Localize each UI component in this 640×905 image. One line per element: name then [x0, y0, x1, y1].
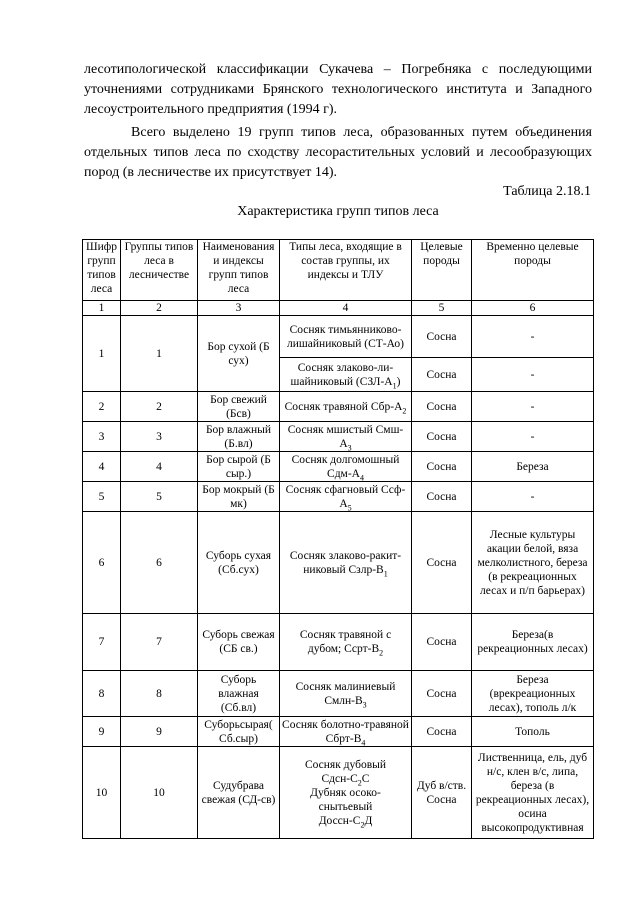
group-name: Бор сырой (Б сыр.): [198, 452, 280, 482]
forest-type: Сосняк долгомошный Сдм-$А_4$: [280, 452, 412, 482]
header-cell: Временно целевые породы: [472, 240, 594, 301]
group-number: 9: [121, 717, 198, 747]
target-species: Сосна: [412, 422, 472, 452]
forest-type: Сосняк малиниевый Смлн-$В_3$: [280, 671, 412, 717]
temporary-species: -: [472, 482, 594, 512]
table-row: [83, 316, 594, 358]
group-code: 5: [83, 482, 121, 512]
group-name: Судубрава свежая (СД-св): [198, 747, 280, 839]
target-species: Сосна: [412, 512, 472, 614]
temporary-species: Береза (врекреационных лесах), тополь л/к: [472, 671, 594, 717]
table-row: [83, 512, 594, 614]
temporary-species: -: [472, 392, 594, 422]
forest-groups-table: [82, 239, 594, 839]
target-species: Сосна: [412, 482, 472, 512]
group-number: 8: [121, 671, 198, 717]
group-name: Суборь свежая (СБ св.): [198, 614, 280, 671]
group-name: Бор сухой (Б сух): [198, 316, 280, 392]
forest-type: Сосняк сфагновый Ссф-$А_5$: [280, 482, 412, 512]
group-code: 10: [83, 747, 121, 839]
target-species: Сосна: [412, 671, 472, 717]
table-row: [83, 717, 594, 747]
target-species: Сосна: [412, 614, 472, 671]
group-name: Суборь сухая (Сб.сух): [198, 512, 280, 614]
table-label: Таблица 2.18.1: [503, 184, 591, 199]
table-row: [83, 452, 594, 482]
target-species: Сосна: [412, 392, 472, 422]
column-number: 1: [83, 301, 121, 316]
table-row: [83, 392, 594, 422]
table-row: [83, 482, 594, 512]
target-species: Сосна: [412, 316, 472, 358]
column-number: 3: [198, 301, 280, 316]
target-species: Сосна: [412, 717, 472, 747]
group-number: 3: [121, 422, 198, 452]
column-number-row: [83, 301, 594, 316]
paragraph-groups: Всего выделено 19 групп типов леса, образованных путем объединения отдельных типов леса по сходству лесорастительных условий и лесообразующих пород (в лесничестве их присутствует 14).: [84, 125, 592, 180]
temporary-species: -: [472, 316, 594, 358]
group-code: 6: [83, 512, 121, 614]
forest-type: Сосняк травяной с дубом; Ссрт-$В_2$: [280, 614, 412, 671]
group-code: 1: [83, 316, 121, 392]
group-name: Бор влажный (Б.вл): [198, 422, 280, 452]
table-title: Характеристика групп типов леса: [237, 204, 439, 219]
group-code: 2: [83, 392, 121, 422]
header-row: [83, 240, 594, 301]
group-number: 6: [121, 512, 198, 614]
group-number: 7: [121, 614, 198, 671]
temporary-species: Береза(в рекреационных лесах): [472, 614, 594, 671]
target-species: Дуб в/ств. Сосна: [412, 747, 472, 839]
group-name: Бор мокрый (Б мк): [198, 482, 280, 512]
temporary-species: Лесные культуры акации белой, вяза мелколистного, береза (в рекреационных лесах и п/п барьерах): [472, 512, 594, 614]
target-species: Сосна: [412, 358, 472, 392]
group-code: 9: [83, 717, 121, 747]
group-number: 5: [121, 482, 198, 512]
temporary-species: Лиственница, ель, дуб н/с, клен в/с, липа, береза (в рекреационных лесах), осина высокопродуктивная: [472, 747, 594, 839]
forest-type: Сосняк дубовый Сдсн-$С_2С$ Дубняк осоко- снытьевый Доссн-$С_2Д$: [280, 747, 412, 839]
group-name: Суборьсырая( Сб.сыр): [198, 717, 280, 747]
group-code: 8: [83, 671, 121, 717]
table-row: [83, 747, 594, 839]
target-species: Сосна: [412, 452, 472, 482]
forest-type: Сосняк злаково-ли-шайниковый $(СЗЛ-А_1)$: [280, 358, 412, 392]
temporary-species: -: [472, 358, 594, 392]
temporary-species: Береза: [472, 452, 594, 482]
temporary-species: Тополь: [472, 717, 594, 747]
column-number: 2: [121, 301, 198, 316]
group-number: 1: [121, 316, 198, 392]
forest-type: Сосняк мшистый Смш-$А_3$: [280, 422, 412, 452]
column-number: 6: [472, 301, 594, 316]
group-name: Суборь влажная (Сб.вл): [198, 671, 280, 717]
header-cell: Целевые породы: [412, 240, 472, 301]
column-number: 5: [412, 301, 472, 316]
table-row: [83, 614, 594, 671]
forest-type: Сосняк злаково-ракит-никовый Сзлр-$В_1$: [280, 512, 412, 614]
forest-type: Сосняк болотно-травяной Сбрт-$В_4$: [280, 717, 412, 747]
group-code: 7: [83, 614, 121, 671]
group-number: 4: [121, 452, 198, 482]
header-cell: Группы типов леса в лесничестве: [121, 240, 198, 301]
group-number: 2: [121, 392, 198, 422]
forest-type: Сосняк тимьянниково-лишайниковый (СТ-Ао): [280, 316, 412, 358]
paragraph-intro: лесотипологической классификации Сукачева – Погребняка с последующими уточнениями сотрудниками Брянского технологического института и Западного лесоустроительного предприятия (1994 г).: [84, 62, 592, 117]
group-code: 3: [83, 422, 121, 452]
column-number: 4: [280, 301, 412, 316]
group-name: Бор свежий (Бсв): [198, 392, 280, 422]
table-row: [83, 671, 594, 717]
temporary-species: -: [472, 422, 594, 452]
table-row: [83, 422, 594, 452]
forest-type: Сосняк травяной Сбр-$А_2$: [280, 392, 412, 422]
header-cell: Типы леса, входящие в состав группы, их индексы и ТЛУ: [280, 240, 412, 301]
group-code: 4: [83, 452, 121, 482]
header-cell: Шифр групп типов леса: [83, 240, 121, 301]
header-cell: Наименования и индексы групп типов леса: [198, 240, 280, 301]
group-number: 10: [121, 747, 198, 839]
